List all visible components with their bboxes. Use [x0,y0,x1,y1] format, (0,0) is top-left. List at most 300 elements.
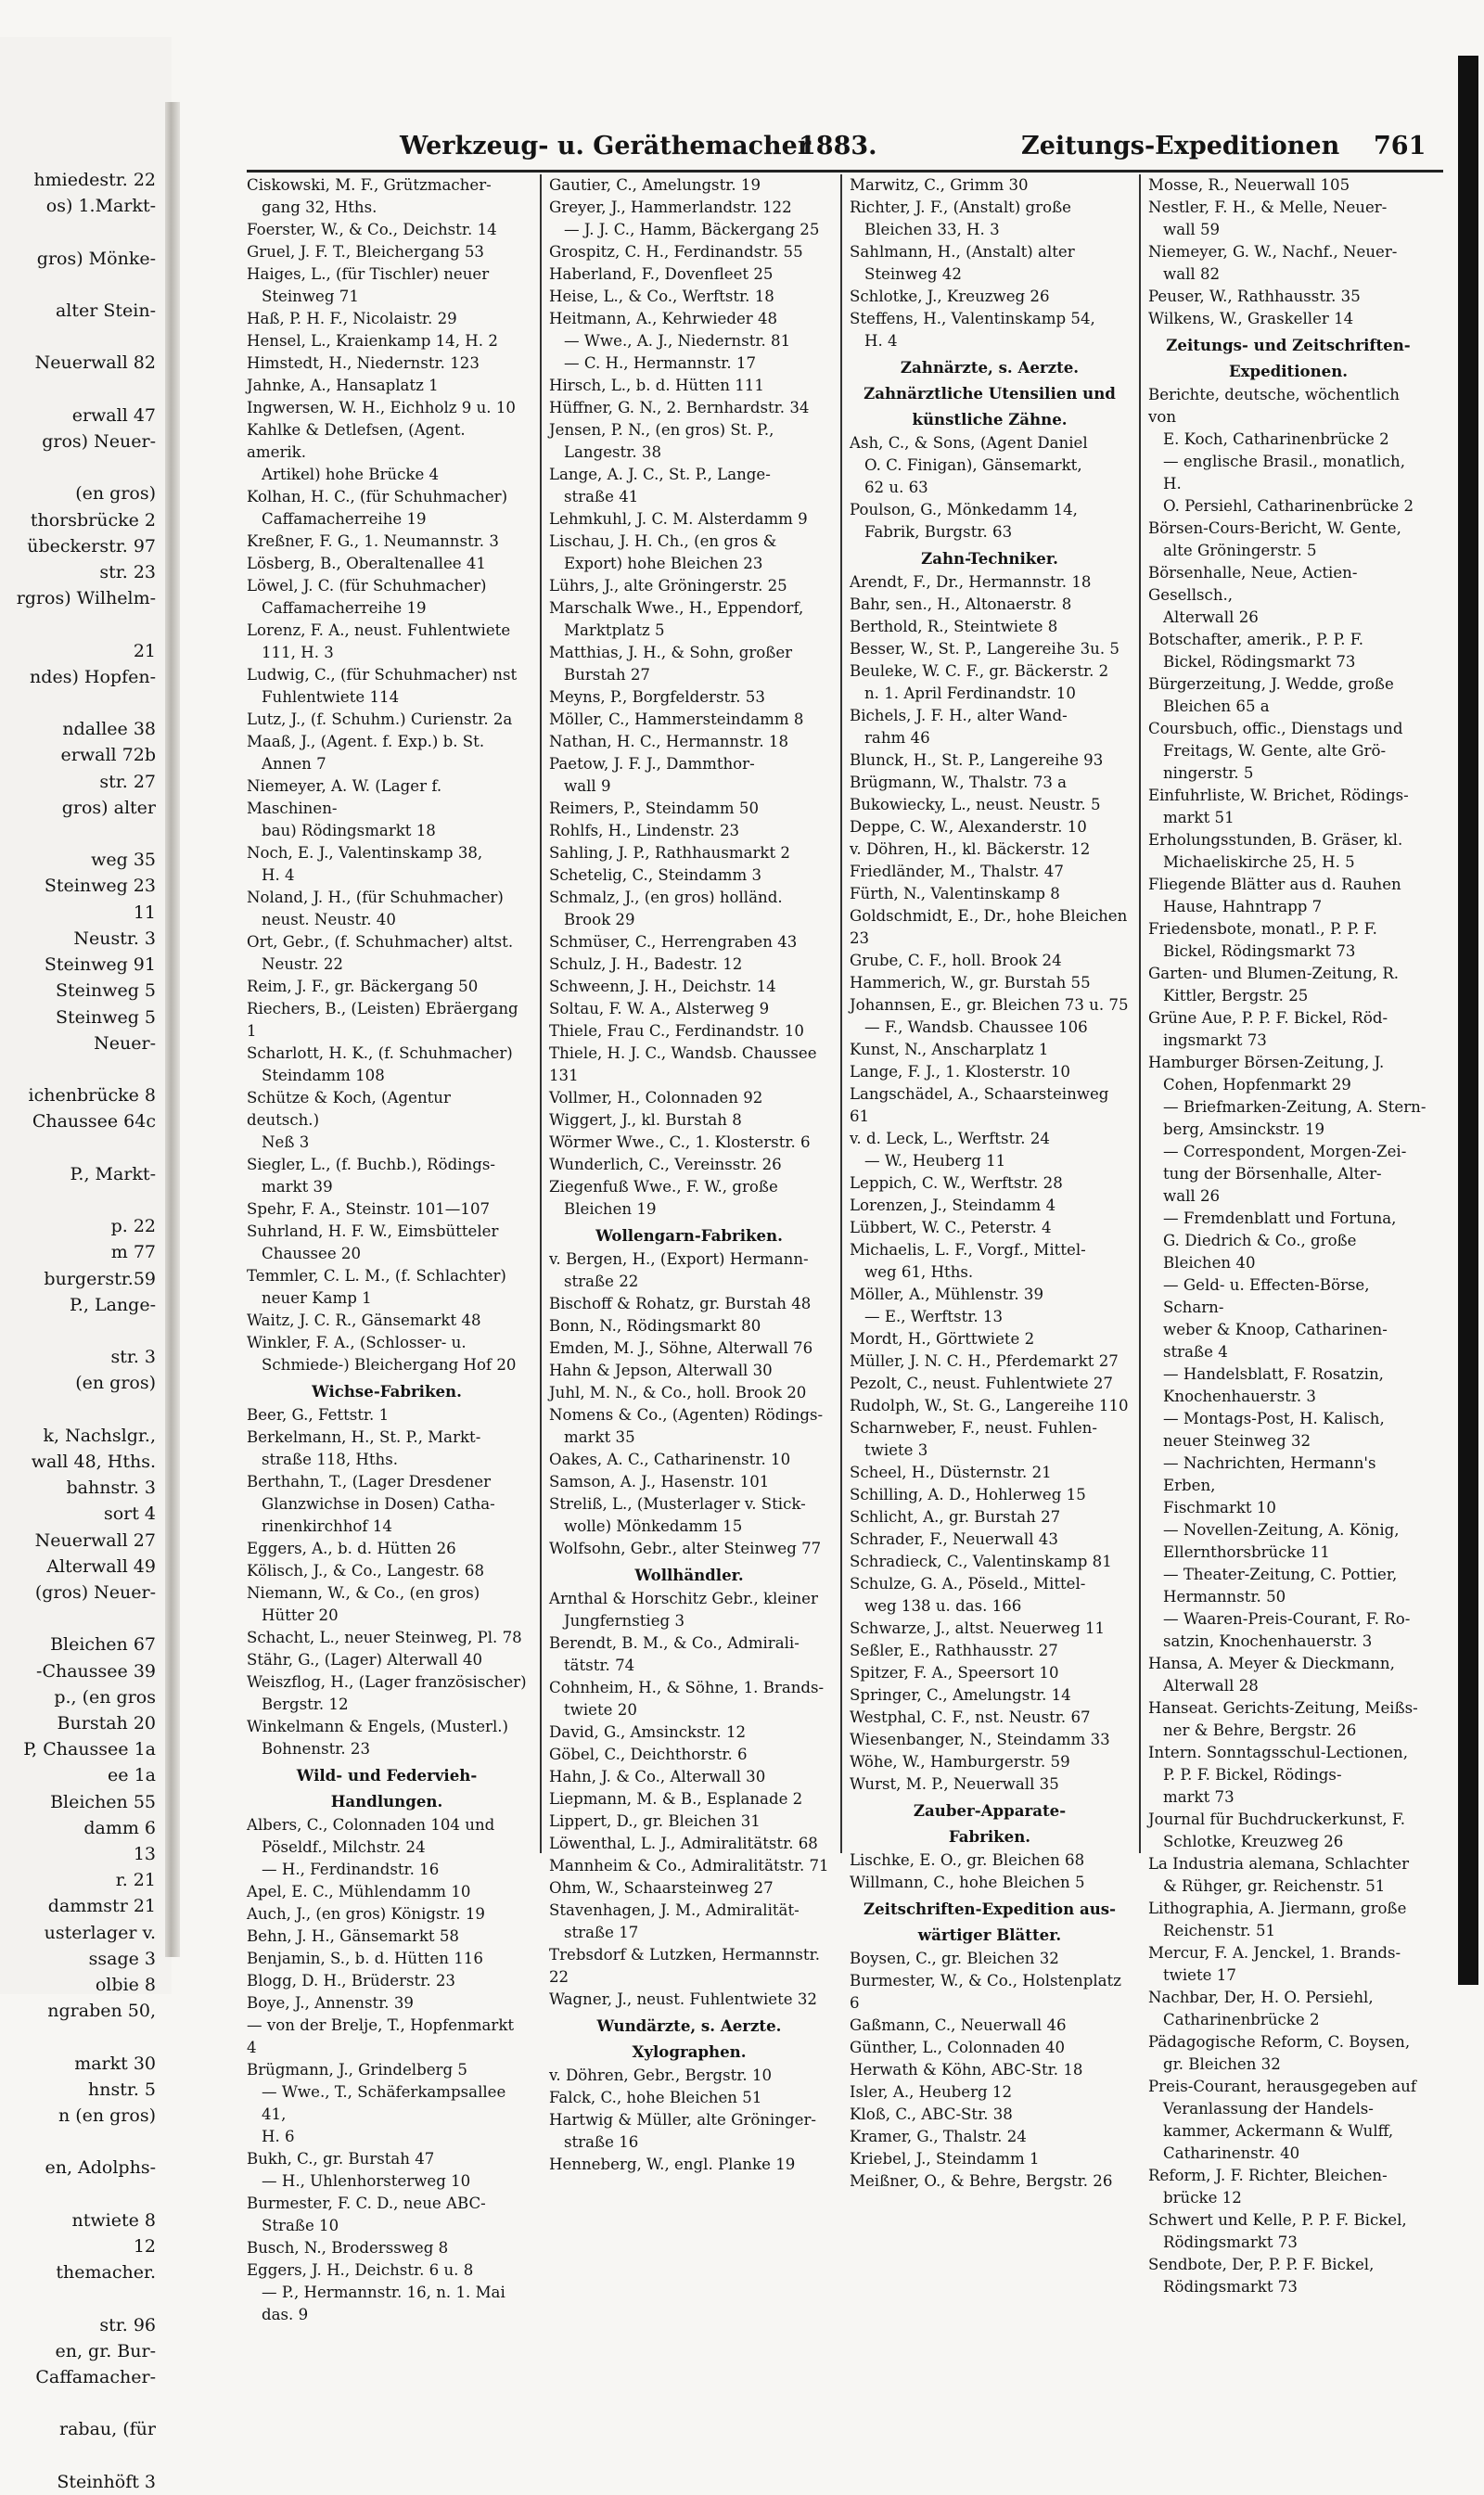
directory-entry: Waitz, J. C. R., Gänsemarkt 48 [247,1311,481,1329]
fragment-line: 12 [133,2236,156,2258]
directory-entry: Pezolt, C., neust. Fuhlentwiete 27 [850,1375,1113,1392]
entry-continuation: ningerstr. 5 [1163,764,1254,782]
directory-entry: Lippert, D., gr. Bleichen 31 [549,1812,761,1830]
fragment-line: ee 1a [108,1765,156,1786]
section-heading: Zeitungs- und Zeitschriften- [1166,336,1411,354]
entry-continuation: — J. J. C., Hamm, Bäckergang 25 [564,221,820,238]
entry-continuation: 111, H. 3 [262,644,334,661]
entry-continuation: tätstr. 74 [564,1657,635,1674]
section-heading: Wollengarn-Fabriken. [595,1226,783,1245]
directory-entry: Preis-Courant, herausgegeben auf [1148,2078,1416,2095]
entry-continuation: Knochenhauerstr. 3 [1163,1388,1316,1405]
entry-continuation: neust. Neustr. 40 [262,911,396,928]
entry-continuation: Glanzwichse in Dosen) Catha- [262,1495,495,1513]
entry-continuation: Catharinenstr. 40 [1163,2144,1300,2162]
fragment-line: str. 3 [110,1347,156,1368]
directory-entry: Schlicht, A., gr. Burstah 27 [850,1508,1061,1526]
directory-entry: Lorenzen, J., Steindamm 4 [850,1196,1056,1214]
fragment-line [0,2443,156,2469]
fragment-line: hnstr. 5 [87,2079,156,2100]
fragment-line [0,611,156,637]
directory-entry: Spehr, F. A., Steinstr. 101—107 [247,1200,491,1218]
fragment-line: (gros) Neuer- [34,1581,156,1603]
directory-entry: Noch, E. J., Valentinskamp 38, [247,844,483,862]
fragment-line: ichenbrücke 8 [28,1085,156,1107]
directory-entry: Noland, J. H., (für Schuhmacher) [247,889,504,906]
directory-entry: Niemann, W., & Co., (en gros) [247,1584,480,1602]
directory-entry: Deppe, C. W., Alexanderstr. 10 [850,818,1087,836]
fragment-line: (en gros) [75,483,156,505]
directory-entry: Berendt, B. M., & Co., Admirali- [549,1634,800,1652]
directory-entry: Schmalz, J., (en gros) holländ. [549,889,783,906]
page-edge-shadow [1458,56,1478,1985]
fragment-line: übeckerstr. 97 [27,535,156,557]
directory-entry: Möller, A., Mühlenstr. 39 [850,1286,1044,1303]
entry-continuation: Rödingsmarkt 73 [1163,2278,1298,2296]
directory-entry: Beer, G., Fettstr. 1 [247,1406,390,1424]
directory-entry: David, G., Amsinckstr. 12 [549,1723,747,1741]
directory-entry: Michaelis, L. F., Vorgf., Mittel- [850,1241,1086,1259]
directory-entry: Ziegenfuß Wwe., F. W., große [549,1178,778,1196]
entry-continuation: — Geld- u. Effecten-Börse, Scharn- [1163,1276,1370,1316]
entry-continuation: Neß 3 [262,1133,310,1151]
entry-continuation: alte Gröningerstr. 5 [1163,542,1317,559]
directory-entry: Arnthal & Horschitz Gebr., kleiner [549,1590,818,1607]
directory-entry: Haberland, F., Dovenfleet 25 [549,265,774,283]
fragment-line: ntwiete 8 [71,2209,156,2231]
entry-continuation: Langestr. 38 [564,443,661,461]
entry-continuation: twiete 17 [1163,1966,1236,1984]
entry-continuation: — englische Brasil., monatlich, H. [1163,453,1406,493]
entry-continuation: straße 4 [1163,1343,1228,1361]
fragment-line: sort 4 [103,1503,156,1525]
directory-entry: Wolfsohn, Gebr., alter Steinweg 77 [549,1540,822,1557]
directory-entry: Schlotke, J., Kreuzweg 26 [850,288,1050,305]
entry-continuation: Catharinenbrücke 2 [1163,2011,1320,2028]
directory-entry: Erholungsstunden, B. Gräser, kl. [1148,831,1403,849]
entry-continuation: Schlotke, Kreuzweg 26 [1163,1833,1344,1850]
directory-entry: Burmester, W., & Co., Holstenplatz 6 [850,1972,1121,2012]
directory-entry: Trebsdorf & Lutzken, Hermannstr. 22 [549,1946,820,1986]
fragment-line [0,2129,156,2155]
entry-continuation: O. C. Finigan), Gänsemarkt, [864,456,1082,474]
directory-entry: Haiges, L., (für Tischler) neuer [247,265,490,283]
directory-entry: Haß, P. H. F., Nicolaistr. 29 [247,310,457,327]
directory-entry: Kölisch, J., & Co., Langestr. 68 [247,1562,485,1580]
directory-entry: Matthias, J. H., & Sohn, großer [549,644,793,661]
directory-entry: Grube, C. F., holl. Brook 24 [850,952,1062,969]
directory-entry: Garten- und Blumen-Zeitung, R. [1148,965,1400,982]
section-heading: Handlungen. [330,1792,443,1810]
directory-entry: Schweenn, J. H., Deichstr. 14 [549,978,776,995]
directory-entry: Sahling, J. P., Rathhausmarkt 2 [549,844,790,862]
section-heading: Wollhändler. [634,1566,744,1584]
entry-continuation: straße 17 [564,1924,639,1941]
entry-continuation: Caffamacherreihe 19 [262,599,427,617]
directory-entry: Emden, M. J., Söhne, Alterwall 76 [549,1339,813,1357]
fragment-line: ssage 3 [88,1948,156,1969]
entry-continuation: ner & Behre, Bergstr. 26 [1163,1721,1357,1739]
column-4 [1148,174,1428,2296]
directory-entry: Boysen, C., gr. Bleichen 32 [850,1950,1059,1967]
directory-entry: Mercur, F. A. Jenckel, 1. Brands- [1148,1944,1401,1962]
fragment-line: Bleichen 55 [50,1791,156,1812]
directory-entry: Sendbote, Der, P. P. F. Bickel, [1148,2256,1375,2273]
directory-entry: Burmester, F. C. D., neue ABC- [247,2194,486,2212]
directory-entry: — von der Brelje, T., Hopfenmarkt 4 [247,2016,515,2056]
fragment-line: 11 [133,902,156,923]
directory-entry: Lehmkuhl, J. C. M. Alsterdamm 9 [549,510,808,528]
directory-entry: Lischau, J. H. Ch., (en gros & [549,532,777,550]
fragment-line: -Chaussee 39 [36,1660,156,1682]
entry-continuation: Veranlassung der Handels- [1163,2100,1374,2118]
entry-continuation: markt 51 [1163,809,1235,826]
directory-entry: Bahr, sen., H., Altonaerstr. 8 [850,595,1072,613]
entry-continuation: wolle) Mönkedamm 15 [564,1517,743,1535]
directory-entry: Hensel, L., Kraienkamp 14, H. 2 [247,332,498,350]
directory-entry: Nomens & Co., (Agenten) Rödings- [549,1406,824,1424]
directory-entry: Hammerich, W., gr. Burstah 55 [850,974,1091,992]
directory-entry: Wunderlich, C., Vereinsstr. 26 [549,1156,782,1173]
fragment-line: Steinweg 5 [55,980,156,1002]
fragment-line: Burstah 20 [57,1712,156,1734]
column-3 [850,174,1130,2190]
section-heading: Wichse-Fabriken. [312,1382,462,1401]
fragment-line: 21 [133,640,156,661]
entry-continuation: H. 6 [262,2128,295,2145]
entry-continuation: Artikel) hohe Brücke 4 [262,466,440,483]
header-year: 1883. [799,132,877,160]
fragment-line [0,1606,156,1631]
entry-continuation: gr. Bleichen 32 [1163,2055,1281,2073]
entry-continuation: markt 39 [262,1178,333,1196]
fragment-line [0,377,156,403]
fragment-line [0,219,156,245]
directory-entry: Schetelig, C., Steindamm 3 [549,866,762,884]
book-gutter [165,102,180,1957]
fragment-line: str. 96 [99,2314,156,2335]
fragment-line: damm 6 [83,1817,156,1838]
fragment-line [0,2285,156,2311]
entry-continuation: Annen 7 [262,755,326,773]
directory-entry: Johannsen, E., gr. Bleichen 73 u. 75 [850,996,1129,1014]
entry-continuation: Neustr. 22 [262,955,343,973]
directory-entry: Bukowiecky, L., neust. Neustr. 5 [850,796,1101,813]
fragment-line: gros) alter [61,797,156,818]
fragment-line: ndes) Hopfen- [30,666,156,687]
entry-continuation: Marktplatz 5 [564,621,665,639]
directory-entry: Falck, C., hohe Bleichen 51 [549,2089,762,2106]
column-2 [549,174,829,2173]
entry-continuation: Bleichen 33, H. 3 [864,221,1000,238]
fragment-line: (en gros) [75,1373,156,1394]
entry-continuation: — Waaren-Preis-Courant, F. Ro- [1163,1610,1411,1628]
fragment-line: gros) Neuer- [42,431,156,453]
directory-entry: Pädagogische Reform, C. Boysen, [1148,2033,1411,2051]
entry-continuation: — E., Werftstr. 13 [864,1308,1004,1325]
entry-continuation: 62 u. 63 [864,479,928,496]
entry-continuation: Bickel, Rödingsmarkt 73 [1163,653,1356,671]
directory-entry: Bürgerzeitung, J. Wedde, große [1148,675,1394,693]
entry-continuation: H. 4 [864,332,898,350]
directory-entry: Brügmann, W., Thalstr. 73 a [850,774,1068,791]
entry-continuation: rinenkirchhof 14 [262,1517,392,1535]
directory-entry: Löwenthal, L. J., Admiralitätstr. 68 [549,1835,818,1852]
section-heading: Zeitschriften-Expedition aus- [863,1900,1117,1918]
directory-entry: v. d. Leck, L., Werftstr. 24 [850,1130,1050,1147]
section-heading: wärtiger Blätter. [917,1926,1062,1944]
directory-entry: Ohm, W., Schaarsteinweg 27 [549,1879,774,1897]
directory-entry: Schwert und Kelle, P. P. F. Bickel, [1148,2211,1407,2229]
directory-entry: Seßler, E., Rathhausstr. 27 [850,1642,1058,1659]
fragment-line: alter Stein- [55,301,156,322]
directory-entry: Botschafter, amerik., P. P. F. [1148,631,1364,648]
entry-continuation: Bleichen 65 a [1163,697,1270,715]
entry-continuation: bau) Rödingsmarkt 18 [262,822,436,839]
directory-entry: Intern. Sonntagsschul-Lectionen, [1148,1744,1408,1761]
directory-entry: Kramer, G., Thalstr. 24 [850,2128,1027,2145]
fragment-line: Neuer- [94,1032,156,1054]
fragment-line: hmiedestr. 22 [33,170,156,190]
entry-continuation: Export) hohe Bleichen 23 [564,555,763,572]
entry-continuation: straße 118, Hths. [262,1451,399,1468]
page-number: 761 [1374,132,1426,160]
entry-continuation: Burstah 27 [564,666,650,684]
directory-entry: Kunst, N., Anscharplatz 1 [850,1041,1049,1058]
fragment-line: erwall 47 [71,404,156,426]
directory-entry: Marwitz, C., Grimm 30 [850,176,1029,194]
directory-entry: Spitzer, F. A., Speersort 10 [850,1664,1059,1682]
entry-continuation: Hermannstr. 50 [1163,1588,1286,1606]
directory-entry: Herwath & Köhn, ABC-Str. 18 [850,2061,1083,2079]
directory-entry: Kreßner, F. G., 1. Neumannstr. 3 [247,532,499,550]
directory-entry: Weiszflog, H., (Lager französischer) [247,1673,527,1691]
directory-entry: Peuser, W., Rathhausstr. 35 [1148,288,1361,305]
directory-entry: Langschädel, A., Schaarsteinweg 61 [850,1085,1109,1125]
directory-entry: Lange, F. J., 1. Klosterstr. 10 [850,1063,1070,1081]
directory-entry: Busch, N., Broderssweg 8 [247,2239,449,2257]
entry-continuation: Bergstr. 12 [262,1695,349,1713]
entry-continuation: wall 26 [1163,1187,1221,1205]
directory-entry: Richter, J. F., (Anstalt) große [850,198,1071,216]
fragment-line: Steinhöft 3 [57,2471,156,2492]
directory-entry: Hansa, A. Meyer & Dieckmann, [1148,1655,1395,1672]
directory-entry: Leppich, C. W., Werftstr. 28 [850,1174,1063,1192]
directory-entry: Himstedt, H., Niedernstr. 123 [247,354,480,372]
directory-entry: v. Bergen, H., (Export) Hermann- [549,1250,809,1268]
directory-entry: Reform, J. F. Richter, Bleichen- [1148,2167,1388,2184]
directory-entry: Siegler, L., (f. Buchb.), Rödings- [247,1156,495,1173]
fragment-line: p., (en gros [54,1686,156,1708]
fragment-line [0,821,156,847]
fragment-line [0,454,156,480]
column-divider [840,174,842,1853]
entry-continuation: Steindamm 108 [262,1067,385,1084]
directory-entry: Cohnheim, H., & Söhne, 1. Brands- [549,1679,825,1696]
directory-entry: Winkler, F. A., (Schlosser- u. [247,1334,467,1351]
directory-entry: Behn, J. H., Gänsemarkt 58 [247,1927,459,1945]
directory-entry: Westphal, C. F., nst. Neustr. 67 [850,1708,1091,1726]
directory-entry: Grüne Aue, P. P. F. Bickel, Röd- [1148,1009,1388,1027]
entry-continuation: Caffamacherreihe 19 [262,510,427,528]
directory-entry: Blunck, H., St. P., Langereihe 93 [850,751,1104,769]
entry-continuation: markt 35 [564,1428,635,1446]
fragment-line [0,1056,156,1082]
entry-continuation: Fabrik, Burgstr. 63 [864,523,1013,541]
fragment-line: bahnstr. 3 [66,1478,156,1499]
directory-entry: Bischoff & Rohatz, gr. Burstah 48 [549,1295,812,1312]
fragment-line: rabau, (für [59,2419,156,2440]
fragment-line: dammstr 21 [47,1896,156,1917]
fragment-line: Steinweg 91 [44,954,156,976]
entry-continuation: P. P. F. Bickel, Rödings- [1163,1766,1342,1784]
directory-entry: Schrader, F., Neuerwall 43 [850,1530,1058,1548]
fragment-line: P., Lange- [69,1294,156,1315]
directory-entry: Brügmann, J., Grindelberg 5 [247,2061,467,2079]
directory-entry: Lutz, J., (f. Schuhm.) Curienstr. 2a [247,710,513,728]
fragment-line: k, Nachslgr., [43,1425,156,1446]
directory-entry: Löwel, J. C. (für Schuhmacher) [247,577,487,595]
entry-continuation: — Correspondent, Morgen-Zei- [1163,1143,1407,1160]
entry-continuation: twiete 20 [564,1701,637,1719]
entry-continuation: Bickel, Rödingsmarkt 73 [1163,942,1356,960]
directory-entry: Auch, J., (en gros) Königstr. 19 [247,1905,485,1923]
fragment-line: gros) Mönke- [36,248,156,269]
section-heading: Xylographen. [632,2042,747,2061]
entry-continuation: — Handelsblatt, F. Rosatzin, [1163,1365,1384,1383]
fragment-line: P, Chaussee 1a [23,1739,156,1760]
fragment-line [0,1318,156,1344]
directory-entry: Niemeyer, G. W., Nachf., Neuer- [1148,243,1398,261]
directory-entry: Ingwersen, W. H., Eichholz 9 u. 10 [247,399,516,416]
directory-entry: Niemeyer, A. W. (Lager f. Maschinen- [247,777,442,817]
directory-entry: Paetow, J. F. J., Dammthor- [549,755,755,773]
fragment-line: burgerstr.59 [44,1268,156,1289]
column-1 [247,174,527,2323]
entry-continuation: Michaeliskirche 25, H. 5 [1163,853,1355,871]
previous-page-lines [0,167,165,2495]
directory-entry: Steffens, H., Valentinskamp 54, [850,310,1095,327]
directory-entry: Lange, A. J. C., St. P., Lange- [549,466,771,483]
entry-continuation: — Briefmarken-Zeitung, A. Stern- [1163,1098,1426,1116]
column-divider [540,174,542,1853]
entry-continuation: brücke 12 [1163,2189,1242,2207]
directory-entry: Kloß, C., ABC-Str. 38 [850,2105,1013,2123]
entry-continuation: Bleichen 40 [1163,1254,1256,1272]
entry-continuation: Straße 10 [262,2217,339,2234]
directory-entry: Lübbert, W. C., Peterstr. 4 [850,1219,1052,1236]
directory-entry: Foerster, W., & Co., Deichstr. 14 [247,221,497,238]
entry-continuation: Freitags, W. Gente, alte Grö- [1163,742,1387,760]
directory-entry: Boye, J., Annenstr. 39 [247,1994,414,2012]
directory-entry: Stavenhagen, J. M., Admiralität- [549,1901,800,1919]
directory-entry: Poulson, G., Mönkedamm 14, [850,501,1078,518]
entry-continuation: Cohen, Hopfenmarkt 29 [1163,1076,1351,1094]
directory-entry: Stähr, G., (Lager) Alterwall 40 [247,1651,483,1669]
entry-continuation: — C. H., Hermannstr. 17 [564,354,756,372]
directory-entry: Schacht, L., neuer Steinweg, Pl. 78 [247,1629,522,1646]
directory-entry: Günther, L., Colonnaden 40 [850,2039,1066,2056]
fragment-line: Steinweg 23 [44,876,156,897]
directory-entry: Mannheim & Co., Admiralitätstr. 71 [549,1857,829,1874]
entry-continuation: Fuhlentwiete 114 [262,688,400,706]
entry-continuation: Jungfernstieg 3 [564,1612,684,1630]
entry-continuation: — Nachrichten, Hermann's Erben, [1163,1454,1376,1494]
entry-continuation: das. 9 [262,2306,309,2323]
directory-entry: Apel, E. C., Mühlendamm 10 [247,1883,471,1900]
fragment-line: wall 48, Hths. [31,1451,156,1472]
entry-continuation: weg 61, Hths. [864,1263,974,1281]
fragment-line [0,1135,156,1161]
directory-entry: Hartwig & Müller, alte Gröninger- [549,2111,816,2129]
directory-entry: Samson, A. J., Hasenstr. 101 [549,1473,770,1491]
entry-continuation: straße 41 [564,488,639,505]
entry-continuation: twiete 3 [864,1441,928,1459]
fragment-line: Neustr. 3 [73,928,156,949]
entry-continuation: straße 22 [564,1273,639,1290]
fragment-line: 13 [133,1844,156,1864]
previous-page-fragment [0,37,172,2492]
entry-continuation: markt 73 [1163,1788,1235,1806]
directory-entry: Maaß, J., (Agent. f. Exp.) b. St. [247,733,485,750]
directory-entry: Möller, C., Hammersteindamm 8 [549,710,804,728]
entry-continuation: Reichenstr. 51 [1163,1922,1276,1939]
entry-continuation: weber & Knoop, Catharinen- [1163,1321,1388,1338]
directory-entry: Thiele, H. J. C., Wandsb. Chaussee 131 [549,1044,817,1084]
directory-entry: Reimers, P., Steindamm 50 [549,800,760,817]
fragment-line: P., Markt- [70,1163,156,1184]
fragment-line [0,324,156,350]
section-heading: künstliche Zähne. [912,410,1068,429]
fragment-line: Neuerwall 27 [34,1529,156,1551]
directory-entry: Meyns, P., Borgfelderstr. 53 [549,688,765,706]
directory-entry: Nestler, F. H., & Melle, Neuer- [1148,198,1388,216]
directory-entry: Wagner, J., neust. Fuhlentwiete 32 [549,1990,817,2008]
section-heading: Zahnärztliche Utensilien und [864,384,1116,403]
directory-entry: Arendt, F., Dr., Hermannstr. 18 [850,573,1092,591]
directory-entry: Reim, J. F., gr. Bäckergang 50 [247,978,479,995]
entry-continuation: Fischmarkt 10 [1163,1499,1276,1516]
directory-entry: Besser, W., St. P., Langereihe 3u. 5 [850,640,1119,658]
directory-entry: Henneberg, W., engl. Planke 19 [549,2156,796,2173]
running-header [182,132,1443,169]
entry-continuation: Ellernthorsbrücke 11 [1163,1543,1330,1561]
fragment-line [0,690,156,716]
entry-continuation: O. Persiehl, Catharinenbrücke 2 [1163,497,1414,515]
entry-continuation: Bohnenstr. 23 [262,1740,371,1758]
directory-entry: v. Döhren, Gebr., Bergstr. 10 [549,2066,773,2084]
fragment-line: os) 1.Markt- [45,196,156,217]
directory-entry: Friedensbote, monatl., P. P. F. [1148,920,1377,938]
entry-continuation: Alterwall 28 [1163,1677,1259,1695]
section-heading: Expeditionen. [1228,362,1349,380]
entry-continuation: Rödingsmarkt 73 [1163,2233,1298,2251]
fragment-line: themacher. [56,2262,156,2284]
entry-continuation: — Fremdenblatt und Fortuna, [1163,1209,1397,1227]
entry-continuation: Chaussee 20 [262,1245,362,1262]
directory-entry: Greyer, J., Hammerlandstr. 122 [549,198,792,216]
entry-continuation: — Wwe., A. J., Niedernstr. 81 [564,332,791,350]
directory-entry: Wöhe, W., Hamburgerstr. 59 [850,1753,1070,1771]
directory-entry: Goldschmidt, E., Dr., hohe Bleichen 23 [850,907,1128,947]
directory-entry: Hamburger Börsen-Zeitung, J. [1148,1054,1385,1071]
entry-continuation: — Novellen-Zeitung, A. König, [1163,1521,1400,1539]
directory-entry: Schilling, A. D., Hohlerweg 15 [850,1486,1086,1503]
directory-entry: Suhrland, H. F. W., Eimsbütteler [247,1222,499,1240]
directory-entry: Bichels, J. F. H., alter Wand- [850,707,1068,724]
directory-entry: La Industria alemana, Schlachter [1148,1855,1410,1873]
fragment-line: str. 23 [99,562,156,583]
